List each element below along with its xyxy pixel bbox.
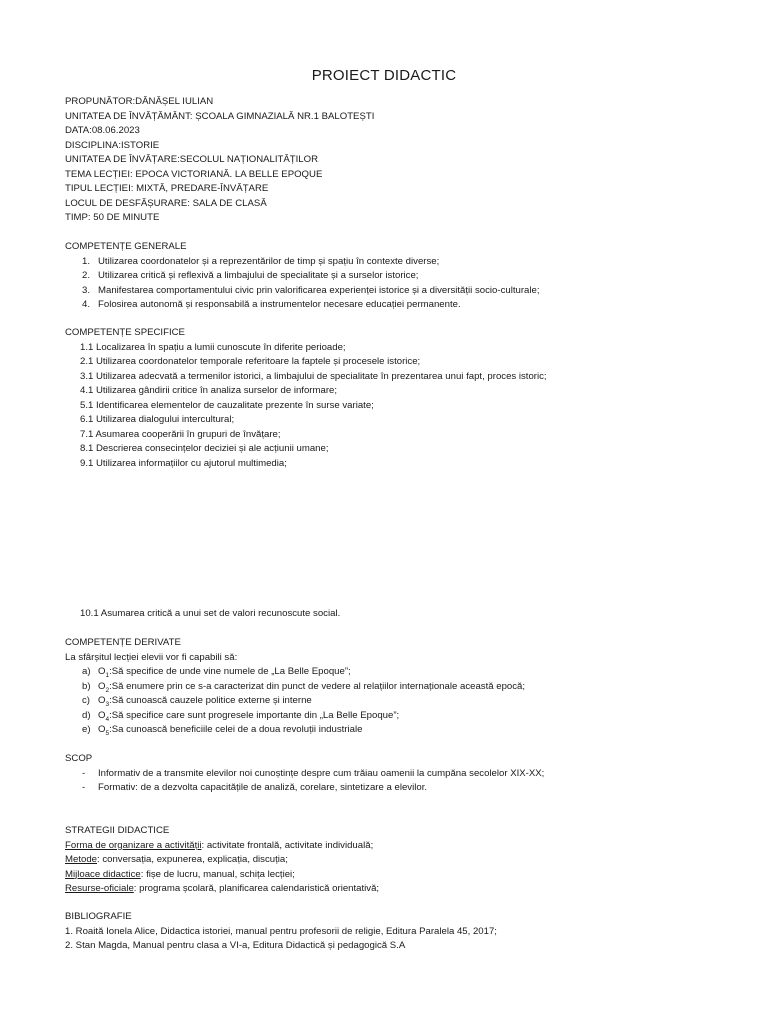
item-text: : activitate frontală, activitate individuală; — [201, 839, 374, 851]
list-item: 2. Stan Magda, Manual pentru clasa a VI-a, Editura Didactică și pedagogică S.A — [65, 940, 406, 951]
section-intro: La sfârșitul lecției elevii vor fi capabili să: — [65, 651, 238, 663]
competente-derivate-section — [65, 636, 745, 738]
list-item: 3.1 Utilizarea adecvată a termenilor istorici, a limbajului de specialitate în prezentarea unui fapt, proces istoric; — [80, 370, 547, 382]
list-item — [65, 255, 745, 270]
section-heading: SCOP — [65, 753, 93, 764]
list-item — [65, 284, 745, 299]
dash-bullet: - — [82, 767, 86, 779]
list-text: Folosirea autonomă și responsabilă a instrumentelor necesare educației permanente. — [98, 299, 461, 310]
list-item — [65, 868, 745, 883]
objective-index: 2 — [105, 686, 110, 694]
header-line: DATA:08.06.2023 — [65, 125, 140, 136]
list-item: 6.1 Utilizarea dialogului intercultural; — [80, 414, 235, 425]
item-label: Forma de organizare a activității — [65, 839, 202, 851]
objective-index: 4 — [105, 715, 110, 723]
list-text: :Să specifice care sunt progresele importante din „La Belle Epoque”; — [109, 709, 400, 721]
list-letter: b) — [82, 680, 91, 692]
list-item — [65, 709, 745, 724]
list-text: Informativ de a transmite elevilor noi cunoștințe despre cum trăiau oamenii la cumpăna secolelor XIX-XX; — [98, 767, 545, 779]
item-label: Mijloace didactice — [65, 868, 141, 880]
section-heading: BIBLIOGRAFIE — [65, 911, 132, 922]
list-item: 2.1 Utilizarea coordonatelor temporale referitoare la faptele și procesele istorice; — [80, 356, 421, 367]
item-text: : conversația, expunerea, explicația, discuția; — [97, 854, 288, 865]
header-line: UNITATEA DE ÎNVĂȚARE:SECOLUL NAȚIONALITĂȚILOR — [65, 154, 319, 165]
list-letter: a) — [82, 666, 91, 677]
list-item: 9.1 Utilizarea informațiilor cu ajutorul multimedia; — [80, 457, 287, 469]
list-text: :Sa cunoască beneficiile celei de a doua revoluții industriale — [109, 724, 363, 735]
header-line: TIMP: 50 DE MINUTE — [65, 212, 160, 223]
competente-specifice-continued — [65, 607, 745, 622]
list-item — [65, 839, 745, 854]
page-title: PROIECT DIDACTIC — [311, 67, 457, 84]
section-heading: COMPETENȚE SPECIFICE — [65, 327, 185, 338]
objective-code: O — [98, 695, 106, 706]
objective-index: 5 — [105, 729, 110, 737]
list-item — [65, 694, 745, 709]
list-text: Utilizarea critică și reflexivă a limbajului de specialitate și a surselor istorice; — [98, 270, 419, 281]
list-item — [65, 680, 745, 695]
list-item: 10.1 Asumarea critică a unui set de valori recunoscute social. — [80, 608, 341, 619]
objective-index: 3 — [105, 700, 110, 708]
list-item — [65, 298, 745, 313]
objective-code: O — [98, 724, 106, 735]
section-heading: COMPETENȚE GENERALE — [65, 241, 187, 252]
list-text: Utilizarea coordonatelor și a reprezentărilor de timp și spațiu în contexte diverse; — [98, 255, 440, 267]
list-item: 7.1 Asumarea cooperării în grupuri de învățare; — [80, 428, 281, 440]
section-heading: COMPETENȚE DERIVATE — [65, 637, 181, 648]
header-line: DISCIPLINA:ISTORIE — [65, 139, 160, 151]
list-item — [65, 269, 745, 284]
list-text: :Să enumere prin ce s-a caracterizat din punct de vedere al relațiilor internaționale această epocă; — [109, 680, 526, 692]
competente-generale-section — [65, 240, 745, 313]
list-number: 3. — [82, 284, 91, 296]
list-text: :Să specifice de unde vine numele de „La Belle Epoque”; — [109, 666, 351, 677]
list-number: 2. — [82, 270, 91, 281]
list-item: 5.1 Identificarea elementelor de cauzalitate prezente în surse variate; — [80, 399, 374, 411]
list-number: 4. — [82, 299, 91, 310]
dash-bullet: - — [82, 782, 86, 793]
objective-code: O — [98, 666, 106, 677]
header-line: UNITATEA DE ÎNVĂȚĂMÂNT: ȘCOALA GIMNAZIALĂ NR.1 BALOTEȘTI — [65, 110, 375, 122]
scop-section — [65, 752, 745, 796]
list-letter: c) — [82, 695, 90, 706]
list-item — [65, 723, 745, 738]
item-text: : programa școlară, planificarea calendaristică orientativă; — [133, 883, 380, 894]
list-item — [65, 882, 745, 897]
list-item: 4.1 Utilizarea gândirii critice în analiza surselor de informare; — [80, 385, 338, 396]
objective-index: 1 — [105, 671, 110, 679]
list-text: Formativ: de a dezvolta capacitățile de analiză, corelare, sintetizare a elevilor. — [98, 782, 428, 793]
bibliografie-section — [65, 910, 745, 954]
section-heading: STRATEGII DIDACTICE — [65, 825, 170, 836]
objective-code: O — [98, 709, 106, 721]
list-number: 1. — [82, 255, 91, 267]
list-text: Manifestarea comportamentului civic prin valorificarea experienței istorice și a diversității socio-culturale; — [98, 284, 540, 296]
list-item: 1.1 Localizarea în spațiu a lumii cunoscute în diferite perioade; — [80, 341, 346, 353]
list-item — [65, 665, 745, 680]
strategii-section — [65, 824, 745, 897]
list-item — [65, 853, 745, 868]
item-label: Resurse-oficiale — [65, 883, 134, 894]
list-item — [65, 781, 745, 796]
list-text: :Să cunoască cauzele politice externe și interne — [109, 695, 312, 706]
header-info — [65, 95, 745, 226]
list-item — [65, 767, 745, 782]
list-item: 8.1 Descrierea consecințelor deciziei și ale acțiunii umane; — [80, 443, 329, 454]
header-line: LOCUL DE DESFĂȘURARE: SALA DE CLASĂ — [65, 197, 267, 209]
header-line: PROPUNĂTOR:DĂNĂȘEL IULIAN — [65, 96, 214, 107]
list-letter: e) — [82, 724, 91, 735]
item-text: : fișe de lucru, manual, schița lecției; — [140, 868, 295, 880]
header-line: TEMA LECȚIEI: EPOCA VICTORIANĂ. LA BELLE EPOQUE — [65, 168, 323, 180]
item-label: Metode — [65, 854, 97, 865]
list-letter: d) — [82, 709, 91, 721]
objective-code: O — [98, 680, 106, 692]
competente-specifice-section — [65, 326, 745, 471]
list-item: 1. Roaită Ionela Alice, Didactica istoriei, manual pentru profesorii de religie, Editura Paralela 45, 2017; — [65, 925, 497, 937]
header-line: TIPUL LECȚIEI: MIXTĂ, PREDARE-ÎNVĂȚARE — [65, 183, 269, 194]
